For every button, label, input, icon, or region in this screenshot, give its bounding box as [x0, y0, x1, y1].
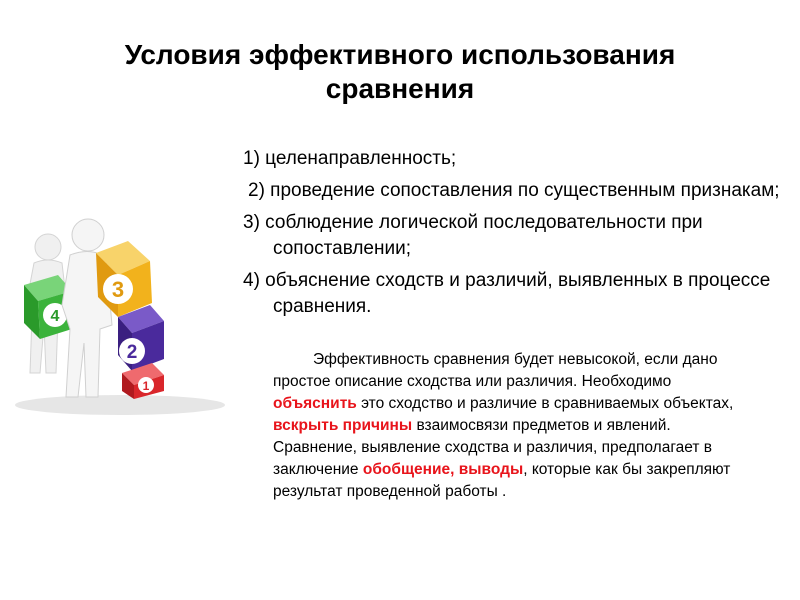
conditions-list: [243, 146, 783, 326]
list-item: 1) целенаправленность;: [243, 148, 457, 169]
highlight-explain: объяснить: [273, 395, 357, 412]
note-text: это сходство и различие в сравниваемых объектах,: [356, 395, 734, 412]
list-item: 4) объяснение сходств и различий, выявленных в процессе сравнения.: [243, 270, 771, 317]
list-item: 3) соблюдение логической последовательности при сопоставлении;: [243, 212, 703, 259]
slide-title: Условия эффективного использования сравнения: [124, 39, 676, 104]
svg-text:3: 3: [111, 277, 125, 302]
highlight-conclusions: обобщение, выводы: [362, 461, 524, 478]
red-cube-1: [122, 363, 164, 399]
svg-text:4: 4: [50, 308, 60, 325]
note-text: Эффективность сравнения будет невысокой, если дано простое описание сходства или различия. Необходимо: [273, 351, 718, 390]
svg-text:1: 1: [142, 379, 150, 393]
people-with-number-cubes-illustration: [0, 205, 245, 425]
explanation-paragraph: [273, 349, 743, 503]
highlight-reveal-causes: вскрыть причины: [273, 417, 413, 434]
purple-cube-2: [118, 305, 164, 371]
front-figure: [62, 219, 112, 397]
list-item: 2) проведение сопоставления по существенным признакам;: [248, 180, 780, 201]
note-text: , которые как бы закрепляют результат проведенной работы .: [273, 461, 731, 500]
note-text: взаимосвязи предметов и явлений. Сравнение, выявление сходства и различия, предполагает в заключение: [273, 417, 713, 478]
svg-text:2: 2: [126, 342, 138, 363]
